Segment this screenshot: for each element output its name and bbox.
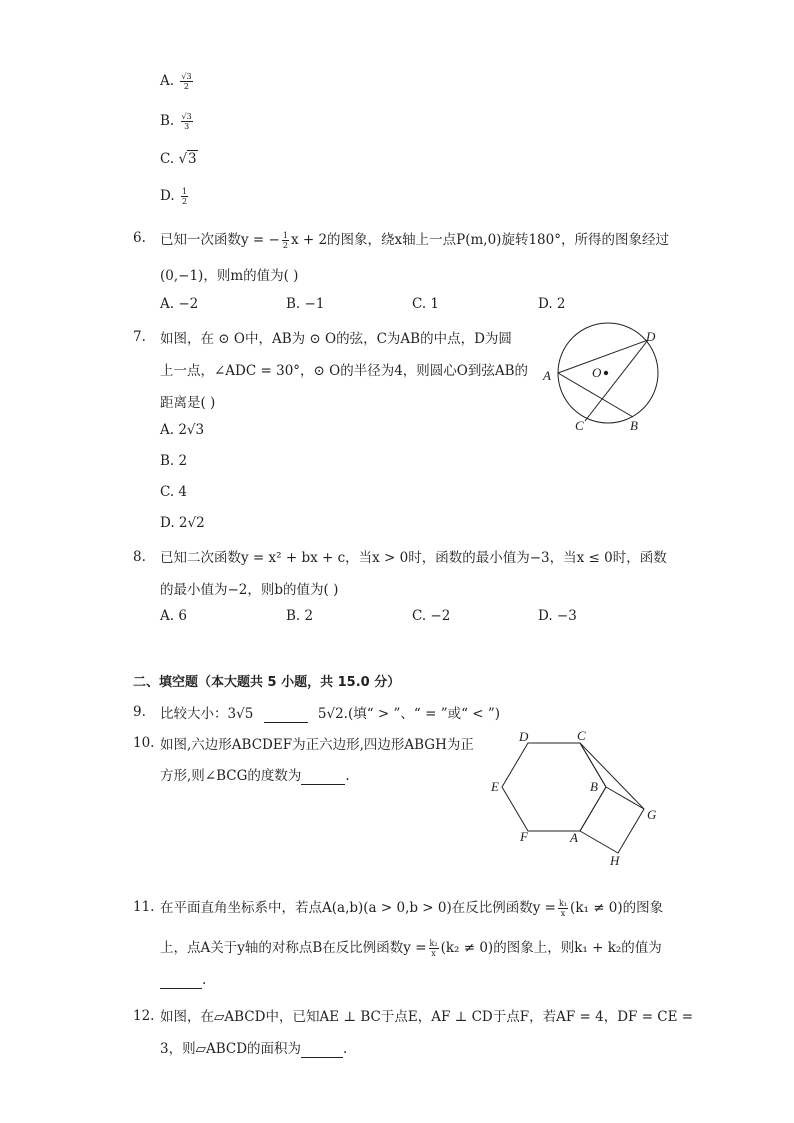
label-b: B bbox=[630, 418, 638, 433]
q5-a-numerator: √3 bbox=[181, 72, 192, 81]
q7-circle-figure bbox=[535, 318, 670, 436]
q6-option-d: D. 2 bbox=[538, 296, 566, 312]
q9-number: 9. bbox=[133, 704, 146, 720]
q10-number: 10. bbox=[133, 735, 155, 751]
label-h: H bbox=[610, 853, 620, 868]
q7-option-c: C. 4 bbox=[160, 484, 188, 500]
label-g: G bbox=[647, 807, 657, 822]
q8-number: 8. bbox=[133, 549, 146, 565]
q8-option-c: C. −2 bbox=[412, 608, 451, 624]
label-f: F bbox=[520, 829, 528, 844]
q6-option-c: C. 1 bbox=[412, 296, 440, 312]
segment-cg bbox=[580, 743, 644, 809]
q7-number: 7. bbox=[133, 329, 146, 345]
label-d: D bbox=[646, 329, 656, 344]
q10-hexagon-square-figure bbox=[488, 728, 663, 870]
q11-line2: 上，点A关于y轴的对称点B在反比例函数y = $\frac{\text{k₂}}{x}$ (k₂ ≠ 0)的图象上，则k₁ + k₂的值为 bbox=[160, 939, 662, 958]
square-abgh bbox=[580, 787, 644, 853]
q11-number: 11. bbox=[133, 899, 155, 915]
chord-dc bbox=[585, 340, 648, 421]
q11-line3: . bbox=[160, 972, 206, 989]
q8-option-b: B. 2 bbox=[286, 608, 314, 624]
q8-option-d: D. −3 bbox=[538, 608, 577, 624]
q8-option-a: A. 6 bbox=[160, 608, 187, 624]
q5-option-a: A. $\frac{√3}{2}$ bbox=[160, 72, 192, 91]
chord-ad bbox=[558, 340, 648, 373]
q10-answer-blank bbox=[301, 768, 345, 785]
q11-answer-blank bbox=[160, 972, 202, 989]
q12-line2: 3，则▱ABCD的面积为 . bbox=[160, 1041, 348, 1057]
q7-option-b: B. 2 bbox=[160, 453, 188, 469]
q6-line2: (0,−1)，则m的值为( ) bbox=[160, 268, 299, 284]
q11-line1: 在平面直角坐标系中，若点A(a,b)(a > 0,b > 0)在反比例函数y = $\frac{\text{k₁}}{x}$ (k₁ ≠ 0)的图象 bbox=[160, 899, 664, 918]
q9-line: 比较大小：3√5 5√2.(填“ > ”、“ = ”或“ < ”) bbox=[160, 706, 501, 722]
label-o: O bbox=[592, 365, 602, 380]
label-d: D bbox=[519, 729, 529, 744]
q7-line2: 上一点，∠ADC = 30°，⊙ O的半径为4，则圆心O到弦AB的 bbox=[160, 363, 529, 379]
q5-option-b: B. $\frac{√3}{3}$ bbox=[160, 112, 192, 131]
q8-line2: 的最小值为−2，则b的值为( ) bbox=[160, 582, 339, 598]
label-a: A bbox=[543, 368, 551, 383]
q6-option-b: B. −1 bbox=[286, 296, 325, 312]
q12-line1: 如图，在▱ABCD中，已知AE ⊥ BC于点E，AF ⊥ CD于点F，若AF = 4，DF = CE = bbox=[160, 1009, 694, 1025]
q8-line1: 已知二次函数y = x² + bx + c，当x > 0时，函数的最小值为−3，当x ≤ 0时，函数 bbox=[160, 550, 667, 566]
q6-line1: 已知一次函数y = − $\frac{1}{2}$ x + 2的图象，绕x轴上一点P(m,0)旋转180°，所得的图象经过 bbox=[160, 231, 669, 250]
label-b: B bbox=[590, 779, 598, 794]
label-c: C bbox=[577, 728, 586, 743]
q7-option-a: A. 2√3 bbox=[160, 422, 205, 438]
q6-option-a: A. −2 bbox=[160, 296, 199, 312]
label-e: E bbox=[491, 779, 499, 794]
q10-line1: 如图,六边形ABCDEF为正六边形,四边形ABGH为正 bbox=[160, 737, 474, 753]
q5-option-d: D. $\frac{1}{2}$ bbox=[160, 187, 188, 206]
label-c: C bbox=[575, 418, 584, 433]
center-o-dot bbox=[604, 371, 608, 375]
q12-number: 12. bbox=[133, 1008, 155, 1024]
q7-option-d: D. 2√2 bbox=[160, 515, 205, 531]
q12-answer-blank bbox=[301, 1041, 343, 1058]
q10-line2: 方形,则∠BCG的度数为 . bbox=[160, 768, 350, 784]
q7-line3: 距离是( ) bbox=[160, 395, 216, 411]
q5-option-c: C. √3 bbox=[160, 151, 197, 167]
label-a: A bbox=[570, 830, 578, 845]
q5-b-numerator: √3 bbox=[181, 112, 192, 121]
q7-line1: 如图，在 ⊙ O中，AB为 ⊙ O的弦，C为AB的中点，D为圆 bbox=[160, 331, 512, 347]
q9-answer-blank bbox=[264, 706, 308, 723]
section-title-fill-blank: 二、填空题（本大题共 5 小题，共 15.0 分） bbox=[133, 675, 401, 690]
q6-number: 6. bbox=[133, 230, 146, 246]
